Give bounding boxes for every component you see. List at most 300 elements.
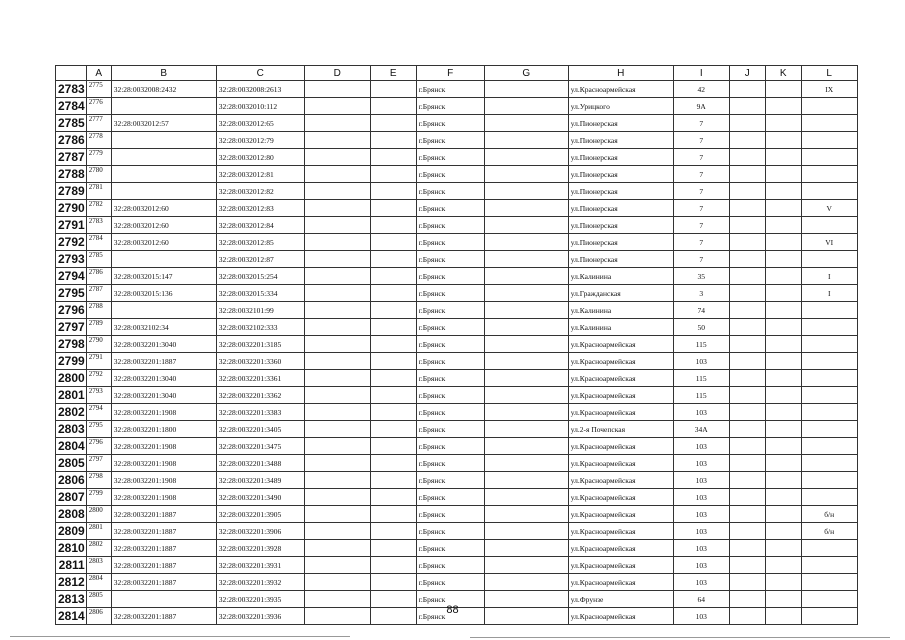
cell-a: 2787 bbox=[86, 285, 111, 302]
cell-j bbox=[729, 336, 765, 353]
cell-c: 32:28:0032012:87 bbox=[216, 251, 304, 268]
cell-a: 2784 bbox=[86, 234, 111, 251]
cell-l: I bbox=[801, 268, 857, 285]
cell-i: 103 bbox=[673, 438, 729, 455]
page-number: 88 bbox=[446, 604, 459, 616]
cell-c: 32:28:0032201:3360 bbox=[216, 353, 304, 370]
cell-k bbox=[765, 370, 801, 387]
cell-b: 32:28:0032201:1908 bbox=[111, 489, 216, 506]
cell-j bbox=[729, 540, 765, 557]
cell-b: 32:28:0032201:1908 bbox=[111, 472, 216, 489]
row-number: 2812 bbox=[56, 574, 87, 591]
cell-g bbox=[484, 489, 568, 506]
table-row bbox=[56, 472, 858, 489]
cell-i: 115 bbox=[673, 336, 729, 353]
cell-b: 32:28:0032012:60 bbox=[111, 217, 216, 234]
spreadsheet-table bbox=[55, 65, 858, 625]
cell-h: ул.Красноармейская bbox=[568, 81, 673, 98]
cell-c: 32:28:0032012:80 bbox=[216, 149, 304, 166]
cell-d bbox=[304, 506, 370, 523]
cell-l bbox=[801, 217, 857, 234]
cell-g bbox=[484, 302, 568, 319]
cell-h: ул.Красноармейская bbox=[568, 370, 673, 387]
cell-i: 7 bbox=[673, 217, 729, 234]
cell-g bbox=[484, 506, 568, 523]
table-row bbox=[56, 302, 858, 319]
cell-b bbox=[111, 98, 216, 115]
table-row bbox=[56, 268, 858, 285]
cell-k bbox=[765, 217, 801, 234]
cell-h: ул.Пионерская bbox=[568, 200, 673, 217]
cell-a: 2806 bbox=[86, 608, 111, 625]
cell-k bbox=[765, 285, 801, 302]
cell-a: 2776 bbox=[86, 98, 111, 115]
cell-i: 103 bbox=[673, 455, 729, 472]
cell-i: 115 bbox=[673, 387, 729, 404]
cell-b: 32:28:0032102:34 bbox=[111, 319, 216, 336]
cell-e bbox=[370, 387, 416, 404]
cell-a: 2786 bbox=[86, 268, 111, 285]
cell-e bbox=[370, 217, 416, 234]
table-row bbox=[56, 166, 858, 183]
row-number: 2798 bbox=[56, 336, 87, 353]
cell-b: 32:28:0032012:60 bbox=[111, 200, 216, 217]
row-number: 2801 bbox=[56, 387, 87, 404]
cell-l bbox=[801, 98, 857, 115]
cell-d bbox=[304, 472, 370, 489]
cell-c: 32:28:0032201:3383 bbox=[216, 404, 304, 421]
cell-c: 32:28:0032201:3931 bbox=[216, 557, 304, 574]
cell-a: 2801 bbox=[86, 523, 111, 540]
cell-c: 32:28:0032101:99 bbox=[216, 302, 304, 319]
cell-g bbox=[484, 268, 568, 285]
cell-j bbox=[729, 285, 765, 302]
cell-j bbox=[729, 217, 765, 234]
cell-e bbox=[370, 574, 416, 591]
cell-h: ул.Пионерская bbox=[568, 166, 673, 183]
cell-g bbox=[484, 166, 568, 183]
cell-d bbox=[304, 387, 370, 404]
cell-e bbox=[370, 98, 416, 115]
row-number: 2807 bbox=[56, 489, 87, 506]
cell-b: 32:28:0032201:1908 bbox=[111, 438, 216, 455]
cell-d bbox=[304, 98, 370, 115]
cell-g bbox=[484, 319, 568, 336]
cell-l: V bbox=[801, 200, 857, 217]
cell-g bbox=[484, 557, 568, 574]
cell-i: 3 bbox=[673, 285, 729, 302]
cell-l: б/н bbox=[801, 523, 857, 540]
table-row bbox=[56, 540, 858, 557]
cell-a: 2781 bbox=[86, 183, 111, 200]
cell-i: 103 bbox=[673, 557, 729, 574]
cell-h: ул.Пионерская bbox=[568, 149, 673, 166]
table-row bbox=[56, 455, 858, 472]
table-row bbox=[56, 336, 858, 353]
cell-b bbox=[111, 302, 216, 319]
cell-f: г.Брянск bbox=[416, 251, 484, 268]
cell-a: 2789 bbox=[86, 319, 111, 336]
row-number: 2787 bbox=[56, 149, 87, 166]
cell-b: 32:28:0032201:1887 bbox=[111, 523, 216, 540]
cell-j bbox=[729, 149, 765, 166]
cell-d bbox=[304, 523, 370, 540]
table-row bbox=[56, 489, 858, 506]
cell-c: 32:28:0032201:3905 bbox=[216, 506, 304, 523]
cell-l: I bbox=[801, 285, 857, 302]
cell-l bbox=[801, 421, 857, 438]
cell-e bbox=[370, 251, 416, 268]
cell-c: 32:28:0032201:3906 bbox=[216, 523, 304, 540]
cell-a: 2792 bbox=[86, 370, 111, 387]
cell-c: 32:28:0032201:3475 bbox=[216, 438, 304, 455]
cell-f: г.Брянск bbox=[416, 438, 484, 455]
cell-e bbox=[370, 200, 416, 217]
cell-h: ул.Красноармейская bbox=[568, 540, 673, 557]
cell-d bbox=[304, 149, 370, 166]
row-number: 2797 bbox=[56, 319, 87, 336]
cell-k bbox=[765, 574, 801, 591]
cell-i: 7 bbox=[673, 166, 729, 183]
cell-j bbox=[729, 200, 765, 217]
cell-a: 2777 bbox=[86, 115, 111, 132]
cell-j bbox=[729, 319, 765, 336]
cell-b bbox=[111, 183, 216, 200]
cell-i: 34А bbox=[673, 421, 729, 438]
cell-g bbox=[484, 455, 568, 472]
cell-d bbox=[304, 285, 370, 302]
cell-k bbox=[765, 353, 801, 370]
cell-f: г.Брянск bbox=[416, 472, 484, 489]
cell-k bbox=[765, 251, 801, 268]
cell-h: ул.Пионерская bbox=[568, 217, 673, 234]
cell-h: ул.Пионерская bbox=[568, 183, 673, 200]
cell-j bbox=[729, 455, 765, 472]
cell-b: 32:28:0032015:147 bbox=[111, 268, 216, 285]
cell-j bbox=[729, 115, 765, 132]
cell-b: 32:28:0032201:1887 bbox=[111, 540, 216, 557]
cell-a: 2795 bbox=[86, 421, 111, 438]
cell-k bbox=[765, 523, 801, 540]
table-row bbox=[56, 81, 858, 98]
cell-k bbox=[765, 319, 801, 336]
cell-h: ул.Калинина bbox=[568, 319, 673, 336]
table-row bbox=[56, 404, 858, 421]
cell-f: г.Брянск bbox=[416, 591, 484, 608]
cell-j bbox=[729, 183, 765, 200]
cell-g bbox=[484, 115, 568, 132]
table-row bbox=[56, 251, 858, 268]
cell-b: 32:28:0032012:57 bbox=[111, 115, 216, 132]
row-number: 2785 bbox=[56, 115, 87, 132]
cell-k bbox=[765, 149, 801, 166]
cell-e bbox=[370, 557, 416, 574]
cell-i: 9А bbox=[673, 98, 729, 115]
cell-f: г.Брянск bbox=[416, 234, 484, 251]
cell-a: 2797 bbox=[86, 455, 111, 472]
cell-k bbox=[765, 115, 801, 132]
cell-j bbox=[729, 98, 765, 115]
table-row bbox=[56, 506, 858, 523]
cell-l bbox=[801, 251, 857, 268]
cell-l bbox=[801, 149, 857, 166]
cell-j bbox=[729, 506, 765, 523]
cell-c: 32:28:0032201:3361 bbox=[216, 370, 304, 387]
cell-f: г.Брянск bbox=[416, 421, 484, 438]
cell-c: 32:28:0032102:333 bbox=[216, 319, 304, 336]
cell-f: г.Брянск bbox=[416, 540, 484, 557]
cell-j bbox=[729, 370, 765, 387]
row-number: 2795 bbox=[56, 285, 87, 302]
cell-b: 32:28:0032201:1887 bbox=[111, 557, 216, 574]
cell-e bbox=[370, 183, 416, 200]
cell-l bbox=[801, 115, 857, 132]
table-row bbox=[56, 132, 858, 149]
cell-i: 103 bbox=[673, 506, 729, 523]
cell-k bbox=[765, 268, 801, 285]
cell-g bbox=[484, 98, 568, 115]
cell-g bbox=[484, 217, 568, 234]
cell-a: 2779 bbox=[86, 149, 111, 166]
cell-j bbox=[729, 132, 765, 149]
cell-c: 32:28:0032201:3932 bbox=[216, 574, 304, 591]
cell-h: ул.2-я Почепская bbox=[568, 421, 673, 438]
cell-h: ул.Пионерская bbox=[568, 115, 673, 132]
cell-e bbox=[370, 370, 416, 387]
cell-e bbox=[370, 353, 416, 370]
cell-l bbox=[801, 319, 857, 336]
cell-d bbox=[304, 319, 370, 336]
cell-d bbox=[304, 336, 370, 353]
cell-c: 32:28:0032012:83 bbox=[216, 200, 304, 217]
cell-g bbox=[484, 472, 568, 489]
cell-j bbox=[729, 387, 765, 404]
row-number: 2793 bbox=[56, 251, 87, 268]
cell-l bbox=[801, 387, 857, 404]
row-number: 2813 bbox=[56, 591, 87, 608]
cell-g bbox=[484, 285, 568, 302]
cell-e bbox=[370, 132, 416, 149]
cell-e bbox=[370, 540, 416, 557]
cell-a: 2804 bbox=[86, 574, 111, 591]
cell-l bbox=[801, 574, 857, 591]
cell-l bbox=[801, 302, 857, 319]
cell-i: 7 bbox=[673, 251, 729, 268]
table-row bbox=[56, 421, 858, 438]
cell-d bbox=[304, 404, 370, 421]
cell-i: 103 bbox=[673, 523, 729, 540]
row-number: 2805 bbox=[56, 455, 87, 472]
cell-a: 2782 bbox=[86, 200, 111, 217]
cell-c: 32:28:0032201:3928 bbox=[216, 540, 304, 557]
cell-e bbox=[370, 404, 416, 421]
cell-k bbox=[765, 557, 801, 574]
cell-f: г.Брянск bbox=[416, 81, 484, 98]
cell-a: 2794 bbox=[86, 404, 111, 421]
cell-e bbox=[370, 149, 416, 166]
column-header: L bbox=[801, 66, 857, 81]
cell-c: 32:28:0032201:3490 bbox=[216, 489, 304, 506]
cell-h: ул.Красноармейская bbox=[568, 506, 673, 523]
cell-d bbox=[304, 132, 370, 149]
cell-h: ул.Красноармейская bbox=[568, 455, 673, 472]
cell-c: 32:28:0032201:3362 bbox=[216, 387, 304, 404]
cell-b: 32:28:0032201:1887 bbox=[111, 608, 216, 625]
column-header: H bbox=[568, 66, 673, 81]
table-row bbox=[56, 574, 858, 591]
cell-j bbox=[729, 489, 765, 506]
cell-b: 32:28:0032201:1908 bbox=[111, 404, 216, 421]
cell-g bbox=[484, 438, 568, 455]
cell-h: ул.Красноармейская bbox=[568, 353, 673, 370]
cell-c: 32:28:0032201:3936 bbox=[216, 608, 304, 625]
cell-d bbox=[304, 234, 370, 251]
cell-i: 35 bbox=[673, 268, 729, 285]
table-row bbox=[56, 98, 858, 115]
cell-c: 32:28:0032012:84 bbox=[216, 217, 304, 234]
cell-f: г.Брянск bbox=[416, 285, 484, 302]
cell-h: ул.Гражданская bbox=[568, 285, 673, 302]
cell-j bbox=[729, 166, 765, 183]
cell-k bbox=[765, 387, 801, 404]
cell-j bbox=[729, 353, 765, 370]
cell-j bbox=[729, 302, 765, 319]
cell-d bbox=[304, 421, 370, 438]
cell-b: 32:28:0032201:1908 bbox=[111, 455, 216, 472]
cell-e bbox=[370, 438, 416, 455]
cell-c: 32:28:0032012:85 bbox=[216, 234, 304, 251]
cell-h: ул.Калинина bbox=[568, 302, 673, 319]
cell-l bbox=[801, 353, 857, 370]
cell-h: ул.Калинина bbox=[568, 268, 673, 285]
cell-f: г.Брянск bbox=[416, 166, 484, 183]
cell-g bbox=[484, 540, 568, 557]
scan-artifact-line bbox=[10, 636, 350, 637]
cell-f: г.Брянск bbox=[416, 353, 484, 370]
cell-l: б/н bbox=[801, 506, 857, 523]
cell-f: г.Брянск bbox=[416, 268, 484, 285]
cell-d bbox=[304, 115, 370, 132]
cell-k bbox=[765, 438, 801, 455]
cell-a: 2796 bbox=[86, 438, 111, 455]
table-row bbox=[56, 115, 858, 132]
cell-c: 32:28:0032201:3488 bbox=[216, 455, 304, 472]
cell-g bbox=[484, 353, 568, 370]
cell-g bbox=[484, 183, 568, 200]
row-number: 2790 bbox=[56, 200, 87, 217]
cell-i: 103 bbox=[673, 574, 729, 591]
cell-h: ул.Фрунзе bbox=[568, 591, 673, 608]
cell-a: 2775 bbox=[86, 81, 111, 98]
cell-l: IX bbox=[801, 81, 857, 98]
cell-l bbox=[801, 132, 857, 149]
column-header: F bbox=[416, 66, 484, 81]
cell-a: 2788 bbox=[86, 302, 111, 319]
cell-g bbox=[484, 574, 568, 591]
cell-b: 32:28:0032012:60 bbox=[111, 234, 216, 251]
cell-e bbox=[370, 115, 416, 132]
cell-f: г.Брянск bbox=[416, 404, 484, 421]
cell-h: ул.Красноармейская bbox=[568, 557, 673, 574]
cell-a: 2802 bbox=[86, 540, 111, 557]
table-row bbox=[56, 523, 858, 540]
cell-f: г.Брянск bbox=[416, 217, 484, 234]
cell-f: г.Брянск bbox=[416, 557, 484, 574]
cell-b bbox=[111, 251, 216, 268]
cell-g bbox=[484, 336, 568, 353]
cell-b bbox=[111, 132, 216, 149]
cell-f: г.Брянск bbox=[416, 319, 484, 336]
cell-g bbox=[484, 387, 568, 404]
column-header: I bbox=[673, 66, 729, 81]
cell-f: г.Брянск bbox=[416, 608, 484, 625]
cell-h: ул.Красноармейская bbox=[568, 438, 673, 455]
cell-b: 32:28:0032015:136 bbox=[111, 285, 216, 302]
cell-e bbox=[370, 506, 416, 523]
cell-k bbox=[765, 540, 801, 557]
cell-c: 32:28:0032015:334 bbox=[216, 285, 304, 302]
cell-g bbox=[484, 200, 568, 217]
cell-g bbox=[484, 149, 568, 166]
cell-f: г.Брянск bbox=[416, 387, 484, 404]
row-number: 2808 bbox=[56, 506, 87, 523]
cell-i: 7 bbox=[673, 149, 729, 166]
cell-a: 2783 bbox=[86, 217, 111, 234]
cell-a: 2803 bbox=[86, 557, 111, 574]
cell-f: г.Брянск bbox=[416, 200, 484, 217]
cell-f: г.Брянск bbox=[416, 574, 484, 591]
row-number: 2809 bbox=[56, 523, 87, 540]
cell-g bbox=[484, 81, 568, 98]
table-row bbox=[56, 183, 858, 200]
cell-f: г.Брянск bbox=[416, 132, 484, 149]
row-number: 2811 bbox=[56, 557, 87, 574]
row-number: 2803 bbox=[56, 421, 87, 438]
cell-c: 32:28:0032015:254 bbox=[216, 268, 304, 285]
cell-h: ул.Красноармейская bbox=[568, 336, 673, 353]
cell-d bbox=[304, 200, 370, 217]
cell-f: г.Брянск bbox=[416, 98, 484, 115]
cell-i: 103 bbox=[673, 608, 729, 625]
cell-d bbox=[304, 81, 370, 98]
cell-l bbox=[801, 557, 857, 574]
cell-l bbox=[801, 370, 857, 387]
cell-h: ул.Урицкого bbox=[568, 98, 673, 115]
cell-a: 2799 bbox=[86, 489, 111, 506]
cell-f: г.Брянск bbox=[416, 489, 484, 506]
cell-e bbox=[370, 285, 416, 302]
cell-b bbox=[111, 166, 216, 183]
cell-g bbox=[484, 251, 568, 268]
cell-c: 32:28:0032012:82 bbox=[216, 183, 304, 200]
table-row bbox=[56, 353, 858, 370]
column-header: K bbox=[765, 66, 801, 81]
cell-d bbox=[304, 557, 370, 574]
row-number: 2794 bbox=[56, 268, 87, 285]
cell-f: г.Брянск bbox=[416, 115, 484, 132]
row-number: 2784 bbox=[56, 98, 87, 115]
cell-d bbox=[304, 489, 370, 506]
cell-f: г.Брянск bbox=[416, 302, 484, 319]
cell-b bbox=[111, 149, 216, 166]
cell-l bbox=[801, 183, 857, 200]
cell-j bbox=[729, 557, 765, 574]
cell-g bbox=[484, 132, 568, 149]
column-header: E bbox=[370, 66, 416, 81]
cell-e bbox=[370, 472, 416, 489]
cell-d bbox=[304, 540, 370, 557]
cell-c: 32:28:0032012:79 bbox=[216, 132, 304, 149]
